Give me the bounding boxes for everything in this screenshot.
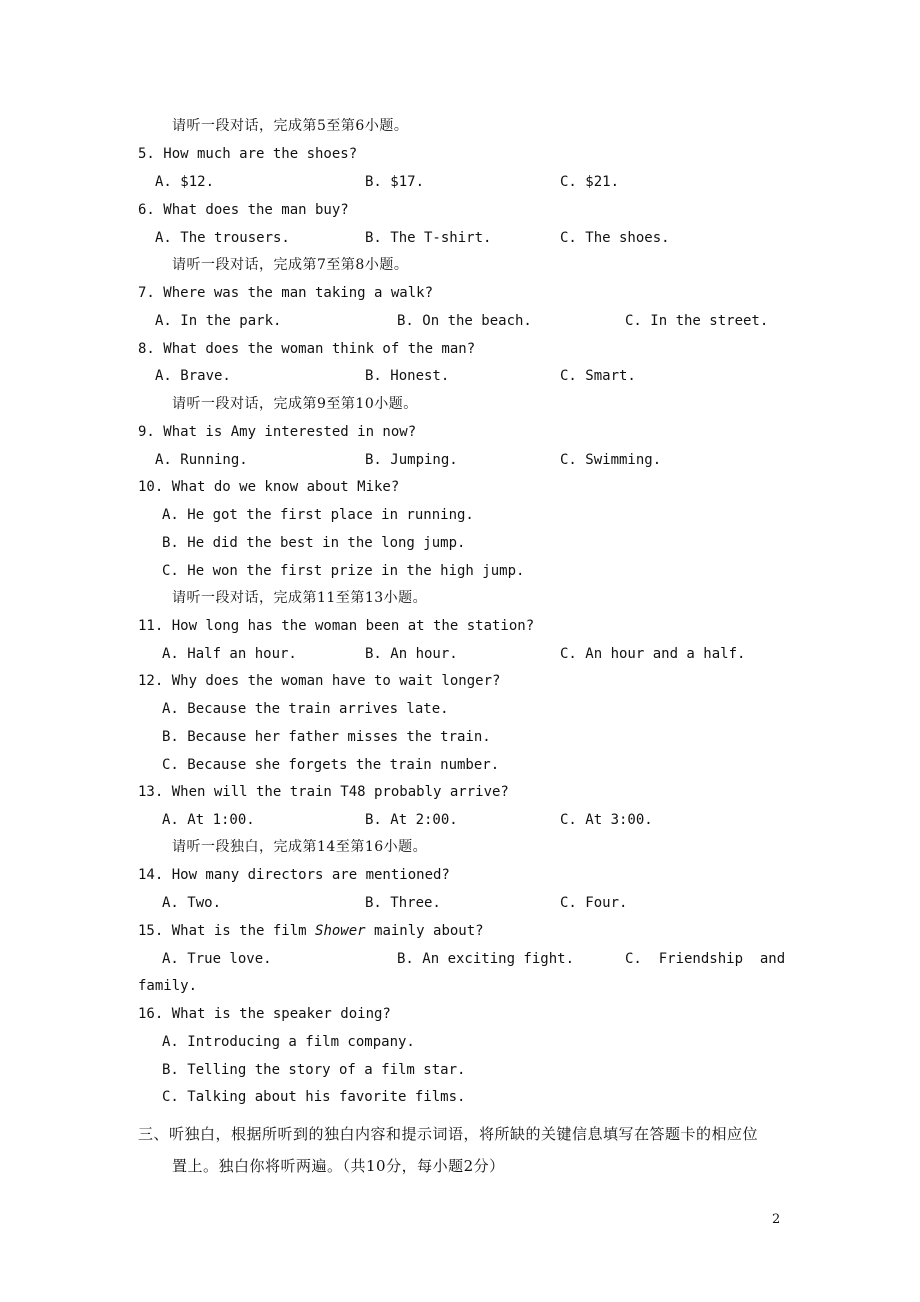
question-6: 6. What does the man buy? <box>138 202 349 218</box>
question-13: 13. When will the train T48 probably arrive? <box>138 784 509 800</box>
q10-option-a: A. He got the first place in running. <box>162 507 474 523</box>
q6-option-b: B. The T-shirt. <box>365 230 492 246</box>
q12-option-b: B. Because her father misses the train. <box>162 729 491 745</box>
q7-option-a: A. In the park. <box>155 313 282 329</box>
q15-stem-pre: 15. What is the film <box>138 923 316 939</box>
q15-option-c-continued: family. <box>138 978 198 994</box>
q16-option-c: C. Talking about his favorite films. <box>162 1089 466 1105</box>
q12-option-c: C. Because she forgets the train number. <box>162 757 500 773</box>
q15-film-title: Shower <box>315 923 366 939</box>
q15-stem-post: mainly about? <box>365 923 484 939</box>
question-10: 10. What do we know about Mike? <box>138 479 400 495</box>
question-12: 12. Why does the woman have to wait longer? <box>138 673 501 689</box>
question-16: 16. What is the speaker doing? <box>138 1006 391 1022</box>
q14-option-c: C. Four. <box>560 895 628 911</box>
q8-option-c: C. Smart. <box>560 368 636 384</box>
q6-option-c: C. The shoes. <box>560 230 670 246</box>
instruction-14-16: 请听一段独白，完成第14至第16小题。 <box>172 839 428 855</box>
q5-option-a: A. $12. <box>155 174 215 190</box>
q9-option-c: C. Swimming. <box>560 452 662 468</box>
q13-option-a: A. At 1:00. <box>162 812 255 828</box>
q5-option-b: B. $17. <box>365 174 425 190</box>
q13-option-b: B. At 2:00. <box>365 812 458 828</box>
question-9: 9. What is Amy interested in now? <box>138 424 417 440</box>
q14-option-a: A. Two. <box>162 895 222 911</box>
q15-option-a: A. True love. <box>162 951 272 967</box>
section-3-heading: 三、听独白，根据所听到的独白内容和提示词语，将所缺的关键信息填写在答题卡的相应位 <box>138 1125 759 1143</box>
q14-option-b: B. Three. <box>365 895 441 911</box>
q8-option-b: B. Honest. <box>365 368 450 384</box>
question-8: 8. What does the woman think of the man? <box>138 341 476 357</box>
q10-option-c: C. He won the first prize in the high jump. <box>162 563 525 579</box>
q11-option-c: C. An hour and a half. <box>560 646 746 662</box>
q6-option-a: A. The trousers. <box>155 230 290 246</box>
q16-option-a: A. Introducing a film company. <box>162 1034 415 1050</box>
q11-option-b: B. An hour. <box>365 646 458 662</box>
q16-option-b: B. Telling the story of a film star. <box>162 1062 466 1078</box>
q12-option-a: A. Because the train arrives late. <box>162 701 449 717</box>
instruction-7-8: 请听一段对话，完成第7至第8小题。 <box>172 257 409 273</box>
q7-option-b: B. On the beach. <box>397 313 532 329</box>
instruction-11-13: 请听一段对话，完成第11至第13小题。 <box>172 590 428 606</box>
question-7: 7. Where was the man taking a walk? <box>138 285 434 301</box>
question-14: 14. How many directors are mentioned? <box>138 867 450 883</box>
q13-option-c: C. At 3:00. <box>560 812 653 828</box>
q15-option-c: C. Friendship and <box>625 951 786 967</box>
q11-option-a: A. Half an hour. <box>162 646 297 662</box>
instruction-9-10: 请听一段对话，完成第9至第10小题。 <box>172 396 418 412</box>
page-number: 2 <box>772 1212 781 1227</box>
question-11: 11. How long has the woman been at the station? <box>138 618 535 634</box>
q5-option-c: C. $21. <box>560 174 620 190</box>
question-15 <box>138 922 484 940</box>
q15-option-b: B. An exciting fight. <box>397 951 575 967</box>
question-5: 5. How much are the shoes? <box>138 146 358 162</box>
section-3-heading-continued: 置上。独白你将听两遍。（共10分，每小题2分） <box>172 1157 505 1175</box>
q9-option-a: A. Running. <box>155 452 248 468</box>
q9-option-b: B. Jumping. <box>365 452 458 468</box>
q8-option-a: A. Brave. <box>155 368 231 384</box>
instruction-5-6: 请听一段对话，完成第5至第6小题。 <box>172 118 409 134</box>
q10-option-b: B. He did the best in the long jump. <box>162 535 466 551</box>
q7-option-c: C. In the street. <box>625 313 769 329</box>
